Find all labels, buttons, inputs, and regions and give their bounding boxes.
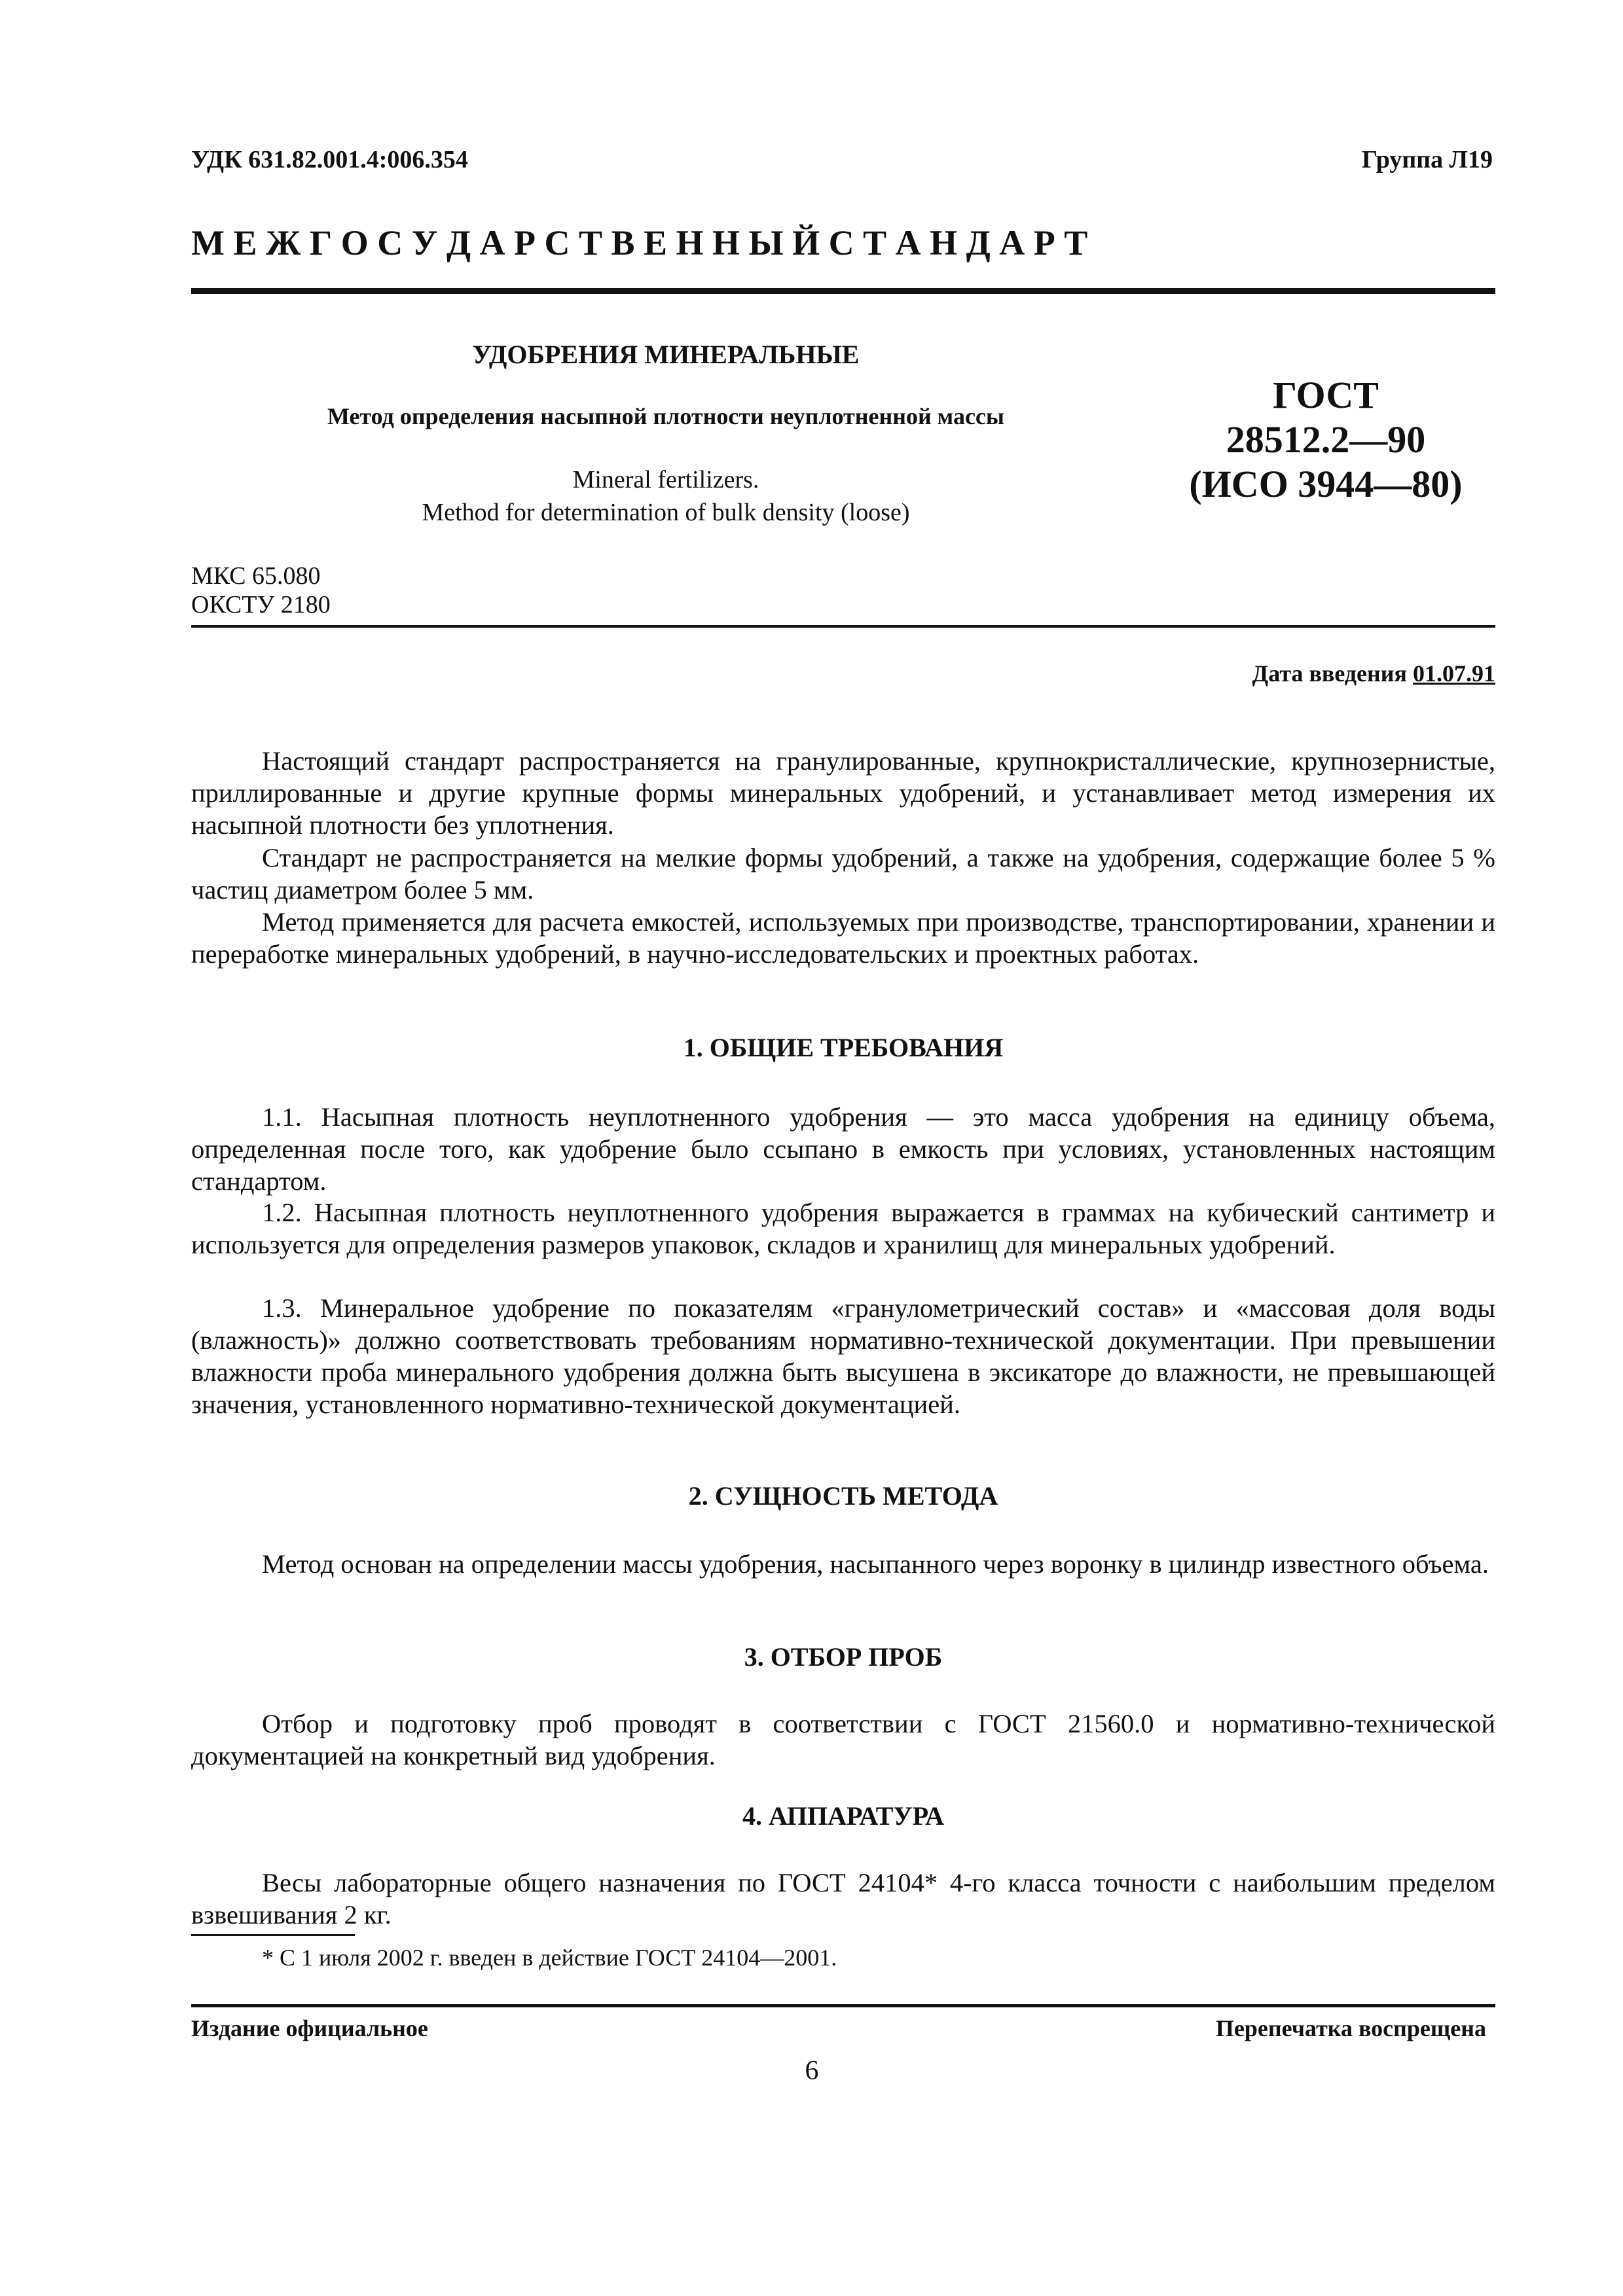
- section-heading-1: 1. ОБЩИЕ ТРЕБОВАНИЯ: [683, 1033, 1004, 1062]
- intro-paragraph: Настоящий стандарт распространяется на гранулированные, крупнокристаллические, крупнозернистые, приллированные и другие крупные формы минеральных удобрений, и устанавливает метод измерения их насыпной плотности без уплотнения.: [191, 746, 1495, 840]
- udk-code: УДК 631.82.001.4:006.354: [191, 146, 468, 173]
- section-paragraph: Метод основан на определении массы удобрения, насыпанного через воронку в цилиндр известного объема.: [262, 1549, 1489, 1579]
- intro-paragraph: Стандарт не распространяется на мелкие формы удобрений, а также на удобрения, содержащие более 5 % частиц диаметром более 5 мм.: [191, 843, 1495, 905]
- intro-paragraph: Метод применяется для расчета емкостей, используемых при производстве, транспортировании, хранении и переработке минеральных удобрений, в научно-исследовательских и проектных работах.: [191, 907, 1495, 969]
- title-english-line1: Mineral fertilizers.: [572, 466, 759, 493]
- classification-codes: [191, 562, 331, 619]
- section-heading-3: 3. ОТБОР ПРОБ: [744, 1642, 943, 1672]
- gost-designation: [1152, 373, 1499, 507]
- gost-label: ГОСТ: [1273, 374, 1379, 416]
- group-code: Группа Л19: [1361, 146, 1493, 173]
- section-heading-2: 2. СУЩНОСТЬ МЕТОДА: [688, 1481, 998, 1511]
- title-russian: УДОБРЕНИЯ МИНЕРАЛЬНЫЕ: [472, 340, 860, 369]
- footer-rule: [191, 2004, 1495, 2007]
- section-paragraph: 1.2. Насыпная плотность неуплотненного удобрения выражается в граммах на кубический сантиметр и используется для определения размеров упаковок, складов и хранилищ для минеральных удобрений.: [191, 1198, 1495, 1259]
- standard-banner: М Е Ж Г О С У Д А Р С Т В Е Н Н Ы Й С Т А Н Д А Р Т: [191, 223, 1088, 262]
- header-rule: [191, 288, 1495, 294]
- section-paragraph: 1.1. Насыпная плотность неуплотненного удобрения — это масса удобрения на единицу объема, определенная после того, как удобрение было ссыпано в емкость при условиях, установленных настоящим стандартом.: [191, 1102, 1495, 1196]
- introduction-date-label: Дата введения: [1252, 660, 1407, 687]
- reprint-prohibited-label: Перепечатка воспрещена: [1215, 2015, 1486, 2041]
- footnote: * С 1 июля 2002 г. введен в действие ГОСТ 24104—2001.: [262, 1945, 837, 1971]
- section-heading-4: 4. АППАРАТУРА: [742, 1801, 944, 1831]
- official-edition-label: Издание официальное: [191, 2015, 428, 2041]
- section-paragraph: Весы лабораторные общего назначения по ГОСТ 24104* 4-го класса точности с наибольшим пределом взвешивания 2 кг.: [191, 1868, 1495, 1929]
- okstu-code: ОКСТУ 2180: [191, 591, 331, 619]
- title-english-line2: Method for determination of bulk density (loose): [422, 499, 910, 526]
- mks-code: МКС 65.080: [191, 562, 321, 590]
- footnote-rule: [191, 1934, 355, 1936]
- section-paragraph: 1.3. Минеральное удобрение по показателям «гранулометрический состав» и «массовая доля воды (влажность)» должно соответствовать требованиям нормативно-технической документации. При превышении влажности проба минерального удобрения должна быть высушена в эксикаторе до влажности, не превышающей значения, установленного нормативно-технической документацией.: [191, 1293, 1495, 1419]
- introduction-date: [982, 660, 1495, 687]
- gost-number: 28512.2—90: [1226, 418, 1426, 461]
- page-number: 6: [805, 2056, 819, 2086]
- codes-rule: [191, 625, 1495, 628]
- iso-reference: (ИСО 3944—80): [1189, 463, 1463, 505]
- introduction-date-value: 01.07.91: [1413, 660, 1495, 687]
- subtitle-russian: Метод определения насыпной плотности неуплотненной массы: [327, 403, 1005, 429]
- section-paragraph: Отбор и подготовку проб проводят в соответствии с ГОСТ 21560.0 и нормативно-технической документацией на конкретный вид удобрения.: [191, 1709, 1495, 1770]
- title-english: [191, 463, 1140, 529]
